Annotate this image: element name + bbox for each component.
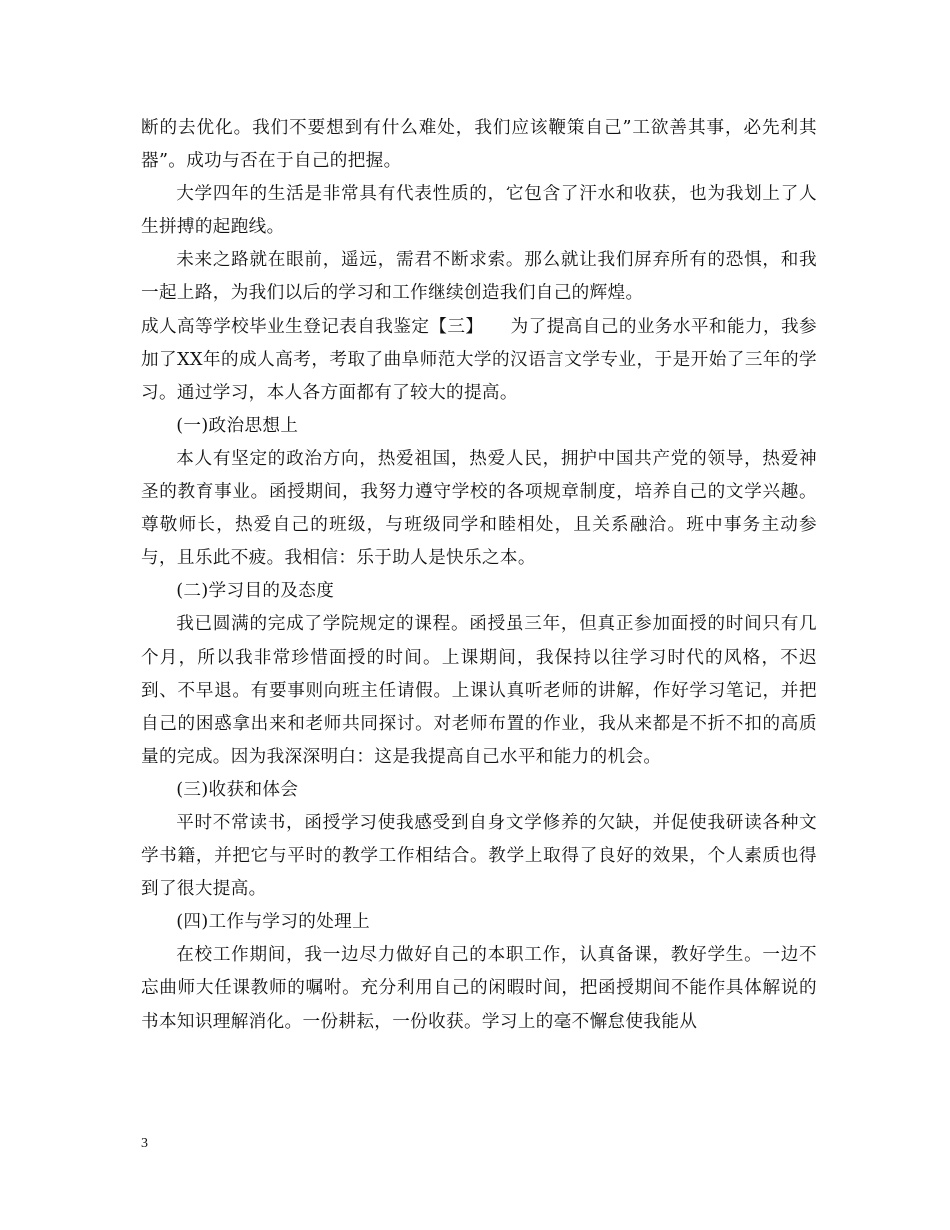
paragraph: 本人有坚定的政治方向，热爱祖国，热爱人民，拥护中国共产党的领导，热爱神圣的教育事业。函授期间，我努力遵守学校的各项规章制度，培养自己的文学兴趣。尊敬师长，热爱自己的班级，与班级同学和睦相处，且关系融洽。班中事务主动参与，且乐此不疲。我相信：乐于助人是快乐之本。 xyxy=(141,448,817,569)
subheading-politics: (一)政治思想上 xyxy=(176,415,299,436)
subheading-gains: (三)收获和体会 xyxy=(176,779,299,800)
body-text xyxy=(141,112,817,1039)
section-heading-paragraph: 成人高等学校毕业生登记表自我鉴定【三】 为了提高自己的业务水平和能力，我参加了XX年的成人高考，考取了曲阜师范大学的汉语言文学专业，于是开始了三年的学习。通过学习，本人各方面都有了较大的提高。 xyxy=(141,316,817,403)
subheading-study-attitude: (二)学习目的及态度 xyxy=(176,581,335,602)
paragraph: 未来之路就在眼前，遥远，需君不断求索。那么就让我们屏弃所有的恐惧，和我一起上路，为我们以后的学习和工作继续创造我们自己的辉煌。 xyxy=(141,250,817,304)
paragraph: 断的去优化。我们不要想到有什么难处，我们应该鞭策自己”工欲善其事，必先利其器”。成功与否在于自己的把握。 xyxy=(141,118,817,172)
paragraph: 在校工作期间，我一边尽力做好自己的本职工作，认真备课，教好学生。一边不忘曲师大任课教师的嘱咐。充分利用自己的闲暇时间，把函授期间不能作具体解说的书本知识理解消化。一份耕耘，一份收获。学习上的毫不懈怠使我能从 xyxy=(141,945,817,1032)
paragraph: 平时不常读书，函授学习使我感受到自身文学修养的欠缺，并促使我研读各种文学书籍，并把它与平时的教学工作相结合。教学上取得了良好的效果，个人素质也得到了很大提高。 xyxy=(141,812,817,900)
paragraph: 我已圆满的完成了学院规定的课程。函授虽三年，但真正参加面授的时间只有几个月，所以我非常珍惜面授的时间。上课期间，我保持以往学习时代的风格，不迟到、不早退。有要事则向班主任请假。上课认真听老师的讲解，作好学习笔记，并把自己的困惑拿出来和老师共同探讨。对老师布置的作业，我从来都是不折不扣的高质量的完成。因为我深深明白：这是我提高自己水平和能力的机会。 xyxy=(141,614,817,767)
page-number: 3 xyxy=(141,1136,148,1151)
subheading-work-study: (四)工作与学习的处理上 xyxy=(176,912,371,933)
paragraph: 大学四年的生活是非常具有代表性质的，它包含了汗水和收获，也为我划上了人生拼搏的起跑线。 xyxy=(141,184,817,238)
